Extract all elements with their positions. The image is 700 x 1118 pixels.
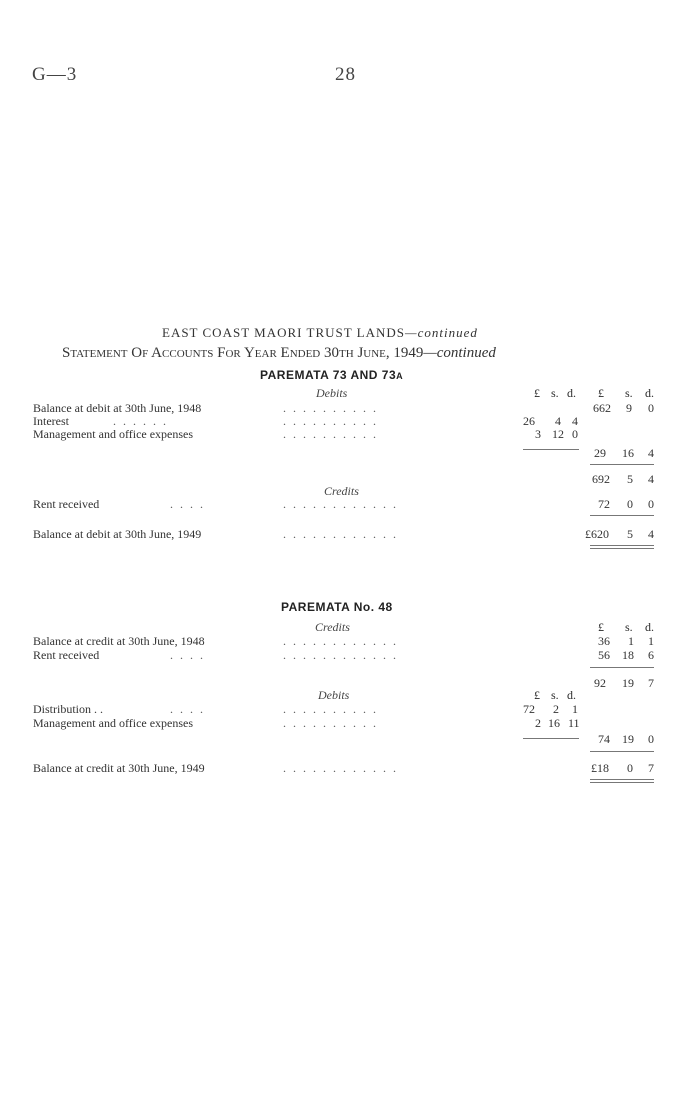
leader-dots: . . . . . . . . . . . . <box>283 527 398 541</box>
amount-pounds: 3 <box>535 427 541 441</box>
page-number: 28 <box>335 64 356 85</box>
balance-pounds: £620 <box>585 527 609 541</box>
balance-pence: 7 <box>648 761 654 775</box>
leader-dots: . . . . . . . . . . . . <box>283 761 398 775</box>
balance-shillings: 5 <box>627 527 633 541</box>
amount-pence: 0 <box>648 401 654 415</box>
amount-shillings: 0 <box>627 497 633 511</box>
rule-line <box>590 515 654 516</box>
document-title <box>162 325 478 341</box>
document-title-main: EAST COAST MAORI TRUST LANDS <box>162 325 406 340</box>
subtotal-pence: 4 <box>648 446 654 460</box>
rule-line <box>523 738 579 739</box>
rule-line <box>590 464 654 465</box>
amount-pence: 11 <box>568 716 580 730</box>
total-pence: 7 <box>648 676 654 690</box>
amount-pounds: 72 <box>523 702 535 716</box>
subtotal-pounds: 74 <box>598 732 610 746</box>
total-pounds: 692 <box>592 472 610 486</box>
leader-dots: . . . . <box>170 648 205 662</box>
subtotal-pounds: 29 <box>594 446 606 460</box>
subtotal-shillings: 16 <box>622 446 634 460</box>
double-rule-line <box>590 548 654 549</box>
amount-pounds: 56 <box>598 648 610 662</box>
right-pence-header: d. <box>645 386 654 400</box>
leader-dots: . . . . . . <box>113 414 168 428</box>
amount-pence: 0 <box>648 497 654 511</box>
amount-shillings: 9 <box>626 401 632 415</box>
right-pound-header: £ <box>598 620 604 634</box>
leader-dots: . . . . . . . . . . . . <box>283 497 398 511</box>
total-shillings: 19 <box>622 676 634 690</box>
statement-title: STATEMENT OF ACCOUNTS FOR YEAR ENDED 30TH JUNE, 1949—continued <box>62 345 496 361</box>
mid-shillings-header: s. <box>551 688 559 702</box>
mid-pound-header: £ <box>534 688 540 702</box>
double-rule-line <box>590 779 654 780</box>
amount-pence: 1 <box>648 634 654 648</box>
balance-shillings: 0 <box>627 761 633 775</box>
row-label-rent-received: Rent received <box>33 648 100 662</box>
amount-pounds: 2 <box>535 716 541 730</box>
document-title-continued: —continued <box>405 325 478 340</box>
amount-pence: 1 <box>572 702 578 716</box>
mid-pence-header: d. <box>567 386 576 400</box>
right-shillings-header: s. <box>625 620 633 634</box>
amount-shillings: 2 <box>553 702 559 716</box>
double-rule-line <box>590 545 654 546</box>
right-shillings-header: s. <box>625 386 633 400</box>
row-label-balance-1948: Balance at debit at 30th June, 1948 <box>33 401 202 415</box>
leader-dots: . . . . . . . . . . <box>283 414 378 428</box>
mid-pound-header: £ <box>534 386 540 400</box>
mid-shillings-header: s. <box>551 386 559 400</box>
leader-dots: . . . . . . . . . . . . <box>283 634 398 648</box>
leader-dots: . . . . . . . . . . <box>283 427 378 441</box>
mid-pence-header: d. <box>567 688 576 702</box>
amount-shillings: 4 <box>555 414 561 428</box>
row-label-management-expenses: Management and office expenses <box>33 427 194 441</box>
row-label-balance-credit-1948: Balance at credit at 30th June, 1948 <box>33 634 205 648</box>
row-label-interest: Interest <box>33 414 69 428</box>
amount-shillings: 16 <box>548 716 560 730</box>
right-pound-header: £ <box>598 386 604 400</box>
balance-pence: 4 <box>648 527 654 541</box>
section-heading-paremata-48: PAREMATA No. 48 <box>281 600 393 614</box>
row-label-balance-1949: Balance at debit at 30th June, 1949 <box>33 527 202 541</box>
row-label-distribution: Distribution . . <box>33 702 104 716</box>
leader-dots: . . . . . . . . . . <box>283 716 378 730</box>
amount-pounds: 72 <box>598 497 610 511</box>
amount-shillings: 18 <box>622 648 634 662</box>
subtotal-pence: 0 <box>648 732 654 746</box>
total-pounds: 92 <box>594 676 606 690</box>
leader-dots: . . . . <box>170 497 205 511</box>
row-label-management-expenses: Management and office expenses <box>33 716 194 730</box>
leader-dots: . . . . . . . . . . <box>283 401 378 415</box>
debits-subheading: Debits <box>316 386 348 400</box>
amount-pounds: 36 <box>598 634 610 648</box>
right-pence-header: d. <box>645 620 654 634</box>
amount-pounds: 26 <box>523 414 535 428</box>
amount-pence: 6 <box>648 648 654 662</box>
amount-shillings: 1 <box>628 634 634 648</box>
rule-line <box>590 751 654 752</box>
credits-subheading: Credits <box>324 484 359 498</box>
amount-pounds: 662 <box>593 401 611 415</box>
leader-dots: . . . . <box>170 702 205 716</box>
row-label-balance-credit-1949: Balance at credit at 30th June, 1949 <box>33 761 205 775</box>
credits-subheading: Credits <box>315 620 350 634</box>
leader-dots: . . . . . . . . . . <box>283 702 378 716</box>
total-shillings: 5 <box>627 472 633 486</box>
rule-line <box>523 449 579 450</box>
rule-line <box>590 667 654 668</box>
subtotal-shillings: 19 <box>622 732 634 746</box>
leader-dots: . . . . . . . . . . . . <box>283 648 398 662</box>
total-pence: 4 <box>648 472 654 486</box>
amount-pence: 0 <box>572 427 578 441</box>
amount-pence: 4 <box>572 414 578 428</box>
balance-pounds: £18 <box>591 761 609 775</box>
debits-subheading: Debits <box>318 688 350 702</box>
double-rule-line <box>590 782 654 783</box>
amount-shillings: 12 <box>552 427 564 441</box>
document-reference: G—3 <box>32 64 78 85</box>
section-heading-paremata-73: PAREMATA 73 AND 73A <box>260 368 404 382</box>
row-label-rent-received: Rent received <box>33 497 100 511</box>
